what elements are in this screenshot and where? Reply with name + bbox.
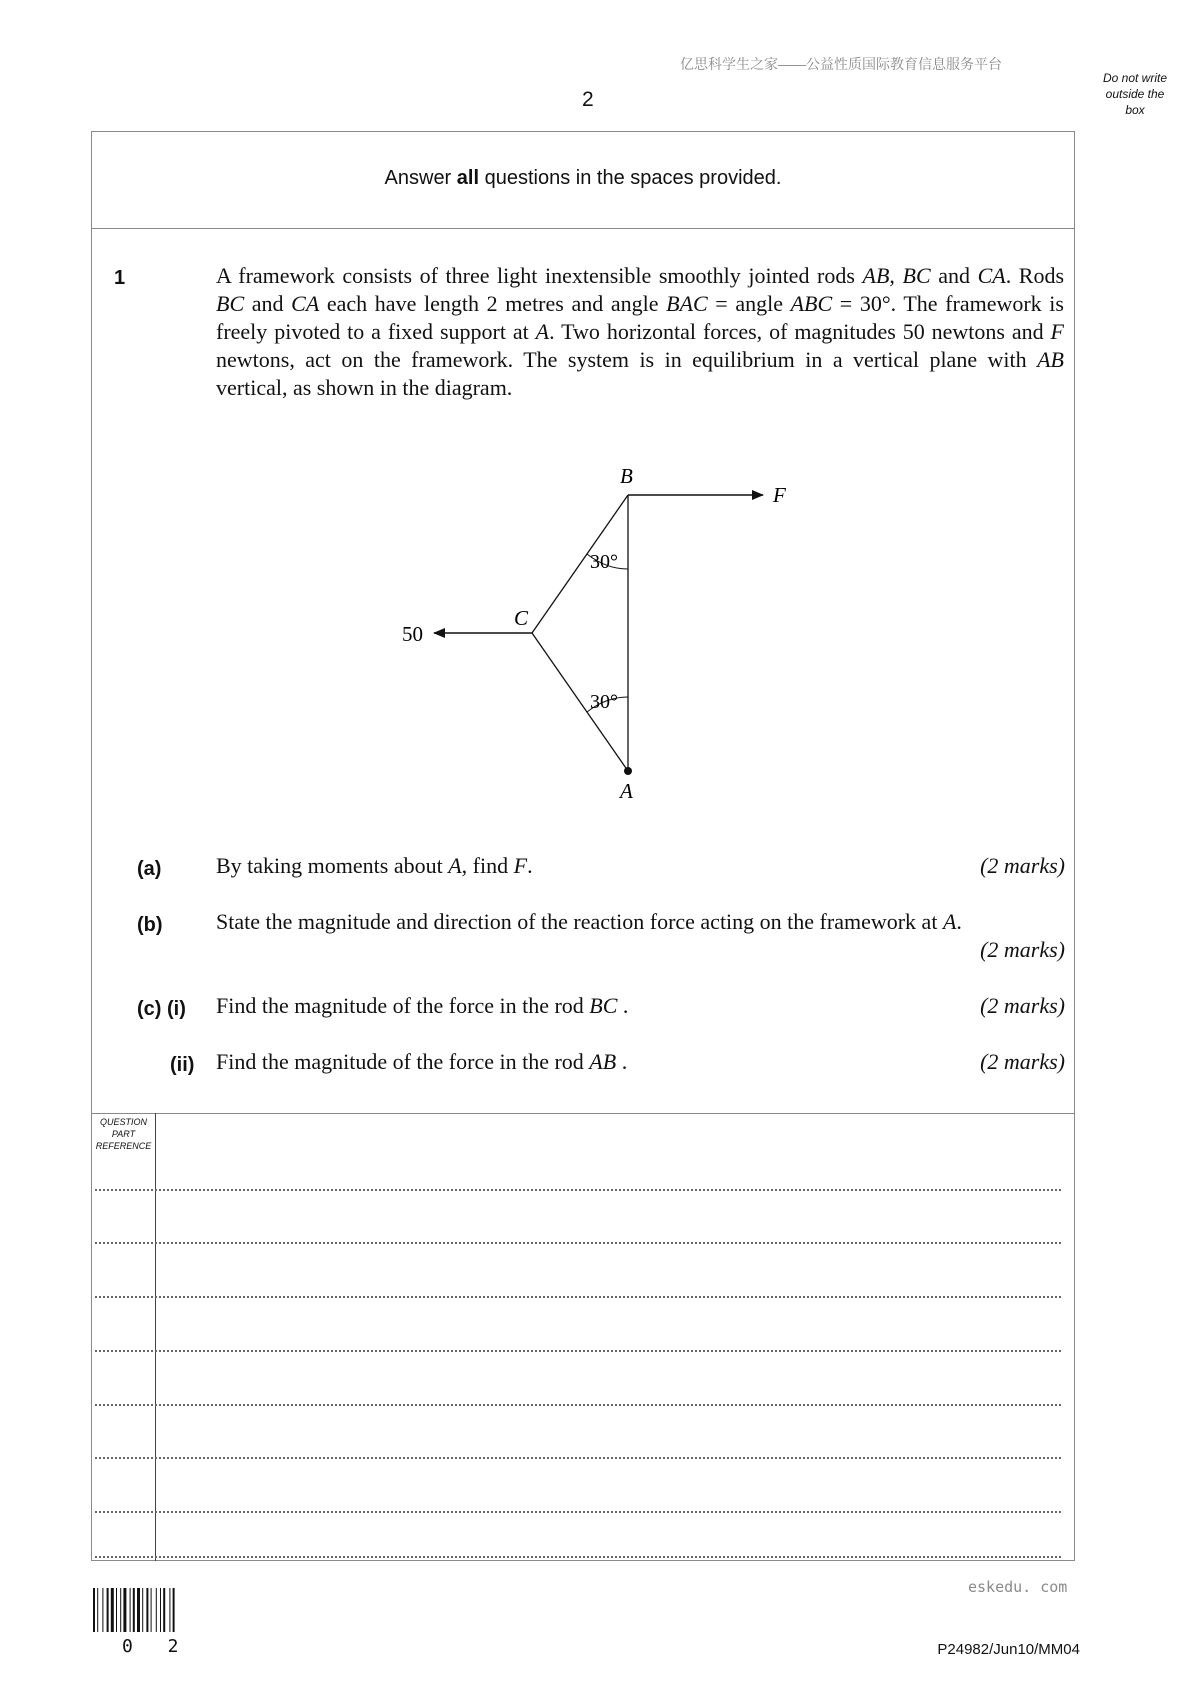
part-label: (a)	[137, 858, 162, 880]
instruction-emphasis: all	[456, 167, 480, 189]
math-symbol: A	[942, 909, 957, 934]
barcode-bar	[107, 1588, 109, 1632]
barcode-bar	[97, 1588, 98, 1632]
barcode	[93, 1588, 193, 1632]
part-text	[216, 1049, 866, 1075]
math-symbol: ABC	[790, 291, 833, 316]
answer-line[interactable]	[95, 1457, 1061, 1459]
question-text	[216, 262, 1064, 402]
question-number: 1	[114, 267, 126, 289]
barcode-bar	[102, 1588, 103, 1632]
part-marks: (2 marks)	[980, 1049, 1065, 1074]
pivot-a	[624, 767, 632, 775]
instruction-after: questions in the spaces provided.	[479, 167, 782, 189]
barcode-bar	[146, 1588, 148, 1632]
text-run: each have length 2 metres and angle	[319, 291, 667, 316]
label-50: 50	[402, 622, 423, 646]
text-run: .	[956, 909, 962, 934]
instruction-divider	[91, 228, 1075, 229]
answer-line[interactable]	[95, 1350, 1061, 1352]
margin-note-line: box	[1125, 103, 1145, 117]
part-marks: (2 marks)	[980, 853, 1065, 878]
instruction	[91, 167, 1075, 190]
barcode-bar	[137, 1588, 140, 1632]
part-label: (ii)	[170, 1054, 195, 1076]
text-run: .	[527, 853, 533, 878]
margin-note-line: outside the	[1105, 87, 1165, 101]
barcode-bar	[163, 1588, 165, 1632]
barcode-bar	[123, 1588, 126, 1632]
part-text	[216, 909, 1064, 935]
barcode-bar	[151, 1588, 152, 1632]
math-symbol: AB	[1037, 347, 1064, 372]
math-symbol: CA	[977, 263, 1006, 288]
text-run: State the magnitude and direction of the reaction force acting on the framework at	[216, 909, 943, 934]
barcode-bar	[93, 1588, 95, 1632]
text-run: vertical, as shown in the diagram.	[216, 375, 513, 400]
math-symbol: A	[448, 853, 462, 878]
angle-label-a: 30°	[590, 691, 618, 713]
framework-diagram	[380, 455, 820, 815]
label-a: A	[620, 779, 633, 803]
barcode-bar	[142, 1588, 143, 1632]
math-symbol: F	[1050, 319, 1064, 344]
reference-label-line: QUESTION	[99, 1117, 147, 1127]
part-marks: (2 marks)	[980, 937, 1065, 962]
barcode-bar	[169, 1588, 170, 1632]
instruction-before: Answer	[384, 167, 457, 189]
barcode-bar	[111, 1588, 114, 1632]
site-watermark: eskedu. com	[968, 1578, 1068, 1596]
text-run: , find	[461, 853, 514, 878]
part-label: (b)	[137, 914, 163, 936]
barcode-bar	[156, 1588, 157, 1632]
text-run: = 30°. The framework is freely pivoted to a fixed support at	[216, 291, 1064, 344]
question-part-reference-label	[92, 1116, 155, 1152]
text-run: ,	[889, 263, 903, 288]
text-run: newtons, act on the framework. The system is in equilibrium in a vertical plane with	[216, 347, 1038, 372]
answer-line[interactable]	[95, 1511, 1061, 1513]
text-run: = angle	[707, 291, 791, 316]
math-symbol: BC	[216, 291, 245, 316]
answer-line[interactable]	[95, 1404, 1061, 1406]
label-f: F	[773, 483, 786, 507]
part-text	[216, 993, 866, 1019]
math-symbol: CA	[291, 291, 320, 316]
answer-line[interactable]	[95, 1556, 1061, 1558]
answer-line[interactable]	[95, 1296, 1061, 1298]
barcode-bar	[133, 1588, 135, 1632]
label-b: B	[620, 464, 633, 488]
text-run: Find the magnitude of the force in the rod	[216, 993, 590, 1018]
math-symbol: BC	[902, 263, 931, 288]
part-text	[216, 853, 916, 879]
text-run: . Rods	[1005, 263, 1065, 288]
part-marks: (2 marks)	[980, 993, 1065, 1018]
text-run: By taking moments about	[216, 853, 449, 878]
barcode-number: 0 2	[122, 1636, 191, 1657]
angle-label-b: 30°	[590, 551, 618, 573]
label-c: C	[514, 606, 529, 630]
barcode-bar	[173, 1588, 175, 1632]
paper-reference-code: P24982/Jun10/MM04	[937, 1641, 1080, 1658]
answer-area-divider	[91, 1113, 1075, 1114]
text-run: and	[930, 263, 978, 288]
text-run: Find the magnitude of the force in the rod	[216, 1049, 590, 1074]
text-run: A framework consists of three light inextensible smoothly jointed rods	[216, 263, 863, 288]
barcode-bar	[120, 1588, 121, 1632]
margin-note-line: Do not write	[1102, 71, 1168, 85]
answer-line[interactable]	[95, 1242, 1061, 1244]
text-run: . Two horizontal forces, of magnitudes 50 newtons and	[549, 319, 1051, 344]
text-run: .	[616, 1049, 628, 1074]
text-run: and	[244, 291, 292, 316]
barcode-bar	[160, 1588, 161, 1632]
math-symbol: BC	[589, 993, 618, 1018]
page-number: 2	[582, 88, 594, 111]
text-run: .	[617, 993, 629, 1018]
math-symbol: F	[513, 853, 528, 878]
barcode-bar	[130, 1588, 131, 1632]
part-label: (c) (i)	[137, 998, 186, 1020]
reference-column-divider	[155, 1113, 156, 1561]
margin-note	[1085, 70, 1185, 118]
math-symbol: AB	[862, 263, 890, 288]
math-symbol: AB	[589, 1049, 617, 1074]
watermark: 亿思科学生之家——公益性质国际教育信息服务平台	[680, 56, 1002, 72]
math-symbol: BAC	[666, 291, 708, 316]
reference-label-line: REFERENCE	[95, 1141, 152, 1151]
barcode-bar	[116, 1588, 117, 1632]
answer-line[interactable]	[95, 1189, 1061, 1191]
reference-label-line: PART	[111, 1129, 136, 1139]
math-symbol: A	[535, 319, 550, 344]
